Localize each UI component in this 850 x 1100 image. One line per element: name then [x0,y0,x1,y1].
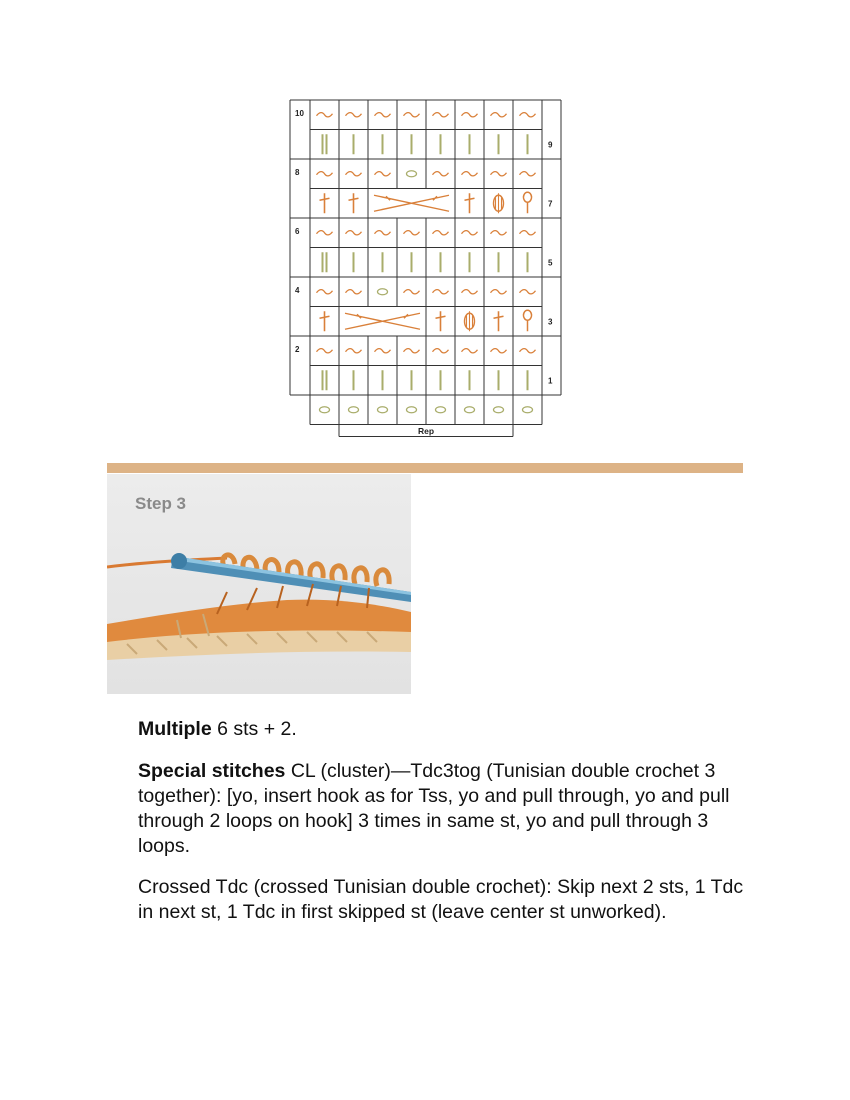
stitch-wave [520,290,536,294]
stitch-wave [375,349,391,353]
special-stitches-paragraph [138,759,758,859]
row-number-right: 1 [548,376,553,386]
stitch-chain [378,289,388,295]
multiple-paragraph [138,717,758,742]
section-divider [107,463,743,473]
stitch-wave [404,113,420,117]
stitch-wave [462,231,478,235]
stitch-wave [520,113,536,117]
crochet-hook-photo [107,474,411,694]
stitch-tdc [349,193,359,213]
rep-label: Rep [417,426,435,436]
stitch-wave [346,113,362,117]
stitch-chain [523,407,533,413]
stitch-chain [378,407,388,413]
multiple-label: Multiple [138,718,212,740]
stitch-crossed-tdc [345,313,420,329]
stitch-loop [524,192,532,213]
stitch-wave [433,231,449,235]
row-number-left: 4 [295,286,300,295]
stitch-chain [320,407,330,413]
stitch-wave [462,290,478,294]
stitch-wave [520,349,536,353]
stitch-wave [346,290,362,294]
step-label: Step 3 [135,494,187,513]
stitch-wave [375,172,391,176]
crossed-tdc-text: Crossed Tdc (crossed Tunisian double crochet): Skip next 2 sts, 1 Tdc in next st, 1 Tdc in first skipped st (leave center st unworked). [138,876,744,923]
stitch-chain [349,407,359,413]
stitch-chain [436,407,446,413]
stitch-crossed-tdc [374,195,449,211]
stitch-wave [404,290,420,294]
stitch-chain [494,407,504,413]
stitch-wave [346,231,362,235]
row-number-right: 9 [548,140,553,150]
stitch-chain [407,171,417,177]
row-number-right: 5 [548,258,553,268]
multiple-value: 6 sts + 2. [211,718,297,740]
stitch-wave [491,290,507,294]
special-stitches-label: Special stitches [138,760,286,782]
row-number-right: 3 [548,317,553,327]
row-number-right: 7 [548,199,553,209]
stitch-wave [346,172,362,176]
special-stitches-value: CL (cluster)—Tdc3tog (Tunisian double crochet 3 together): [yo, insert hook as for Tss, yo and pull through, yo and pull through 2 loops on hook] 3 times in same st, yo and pull through 3 loops. [138,760,730,857]
stitch-tdc [320,193,330,213]
stitch-chart [0,0,850,460]
stitch-wave [404,231,420,235]
stitch-tdc [494,311,504,331]
stitch-wave [462,113,478,117]
row-number-left: 2 [295,345,300,354]
stitch-tdc [320,311,330,331]
row-number-left: 10 [295,109,304,118]
stitch-wave [462,349,478,353]
stitch-wave [317,172,333,176]
stitch-wave [520,172,536,176]
stitch-wave [375,113,391,117]
stitch-wave [317,290,333,294]
row-number-left: 6 [295,227,300,236]
stitch-tdc [465,193,475,213]
stitch-wave [404,349,420,353]
crossed-tdc-paragraph [138,875,758,925]
stitch-wave [462,172,478,176]
stitch-wave [491,231,507,235]
stitch-wave [520,231,536,235]
row-number-left: 8 [295,168,300,177]
stitch-wave [317,113,333,117]
stitch-wave [375,231,391,235]
stitch-wave [433,290,449,294]
stitch-chain [407,407,417,413]
stitch-loop [524,310,532,331]
stitch-chain [465,407,475,413]
stitch-wave [491,113,507,117]
step-photo [107,474,411,694]
stitch-wave [433,113,449,117]
stitch-wave [433,172,449,176]
stitch-wave [491,349,507,353]
stitch-tdc [436,311,446,331]
stitch-wave [317,349,333,353]
stitch-wave [491,172,507,176]
stitch-wave [433,349,449,353]
stitch-wave [346,349,362,353]
stitch-wave [317,231,333,235]
